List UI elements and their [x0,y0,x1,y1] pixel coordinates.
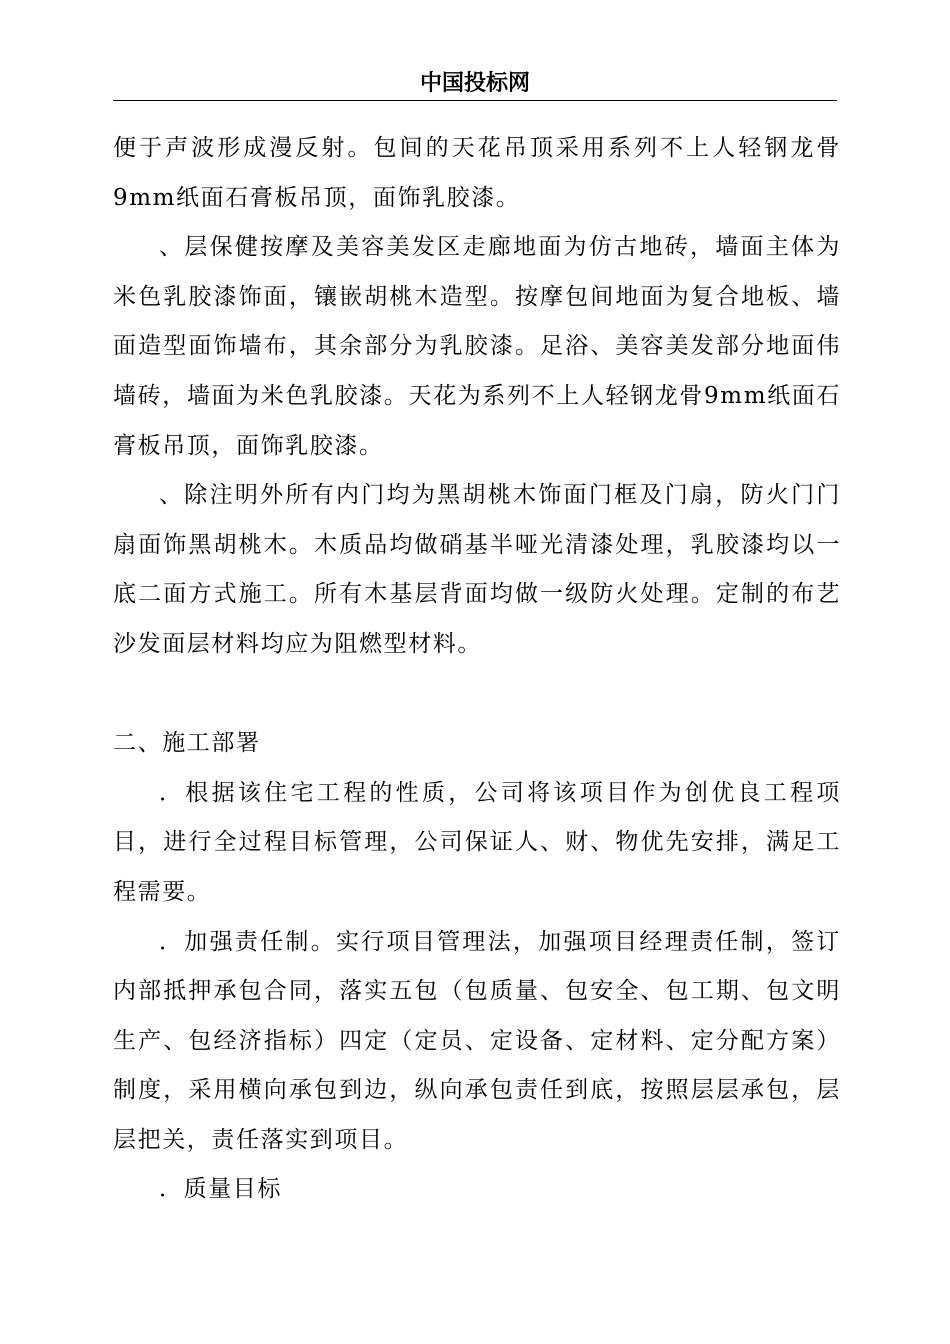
paragraph-massage-beauty-area: 、层保健按摩及美容美发区走廊地面为仿古地砖，墙面主体为米色乳胶漆饰面，镶嵌胡桃木造型。按摩包间地面为复合地板、墙面造型面饰墙布，其余部分为乳胶漆。足浴、美容美发部分地面伟墙砖，墙面为米色乳胶漆。天花为系列不上人轻钢龙骨9mm纸面石膏板吊顶，面饰乳胶漆。 [113,234,841,459]
paragraph-interior-doors: 、除注明外所有内门均为黑胡桃木饰面门框及门扇，防火门门扇面饰黑胡桃木。木质品均做硝基半哑光清漆处理，乳胶漆均以一底二面方式施工。所有木基层背面均做一级防火处理。定制的布艺沙发面层材料均应为阻燃型材料。 [113,482,841,657]
paragraph-spacer [113,670,841,720]
document-body [113,124,841,1215]
paragraph-responsibility-system: ．加强责任制。实行项目管理法，加强项目经理责任制，签订内部抵押承包合同，落实五包（包质量、包安全、包工期、包文明生产、包经济指标）四定（定员、定设备、定材料、定分配方案）制度，采用横向承包到边，纵向承包责任到底，按照层层承包，层层把关，责任落实到项目。 [113,928,841,1153]
paragraph-project-nature: ．根据该住宅工程的性质，公司将该项目作为创优良工程项目，进行全过程目标管理，公司保证人、财、物优先安排，满足工程需要。 [113,779,841,905]
paragraph-quality-target: ．质量目标 [159,1176,282,1203]
paragraph-continuation: 便于声波形成漫反射。包间的天花吊顶采用系列不上人轻钢龙骨9mm纸面石膏板吊顶，面饰乳胶漆。 [113,135,841,211]
page-header [113,70,837,101]
page-header-title: 中国投标网 [419,71,530,96]
section-heading: 二、施工部署 [113,730,261,757]
